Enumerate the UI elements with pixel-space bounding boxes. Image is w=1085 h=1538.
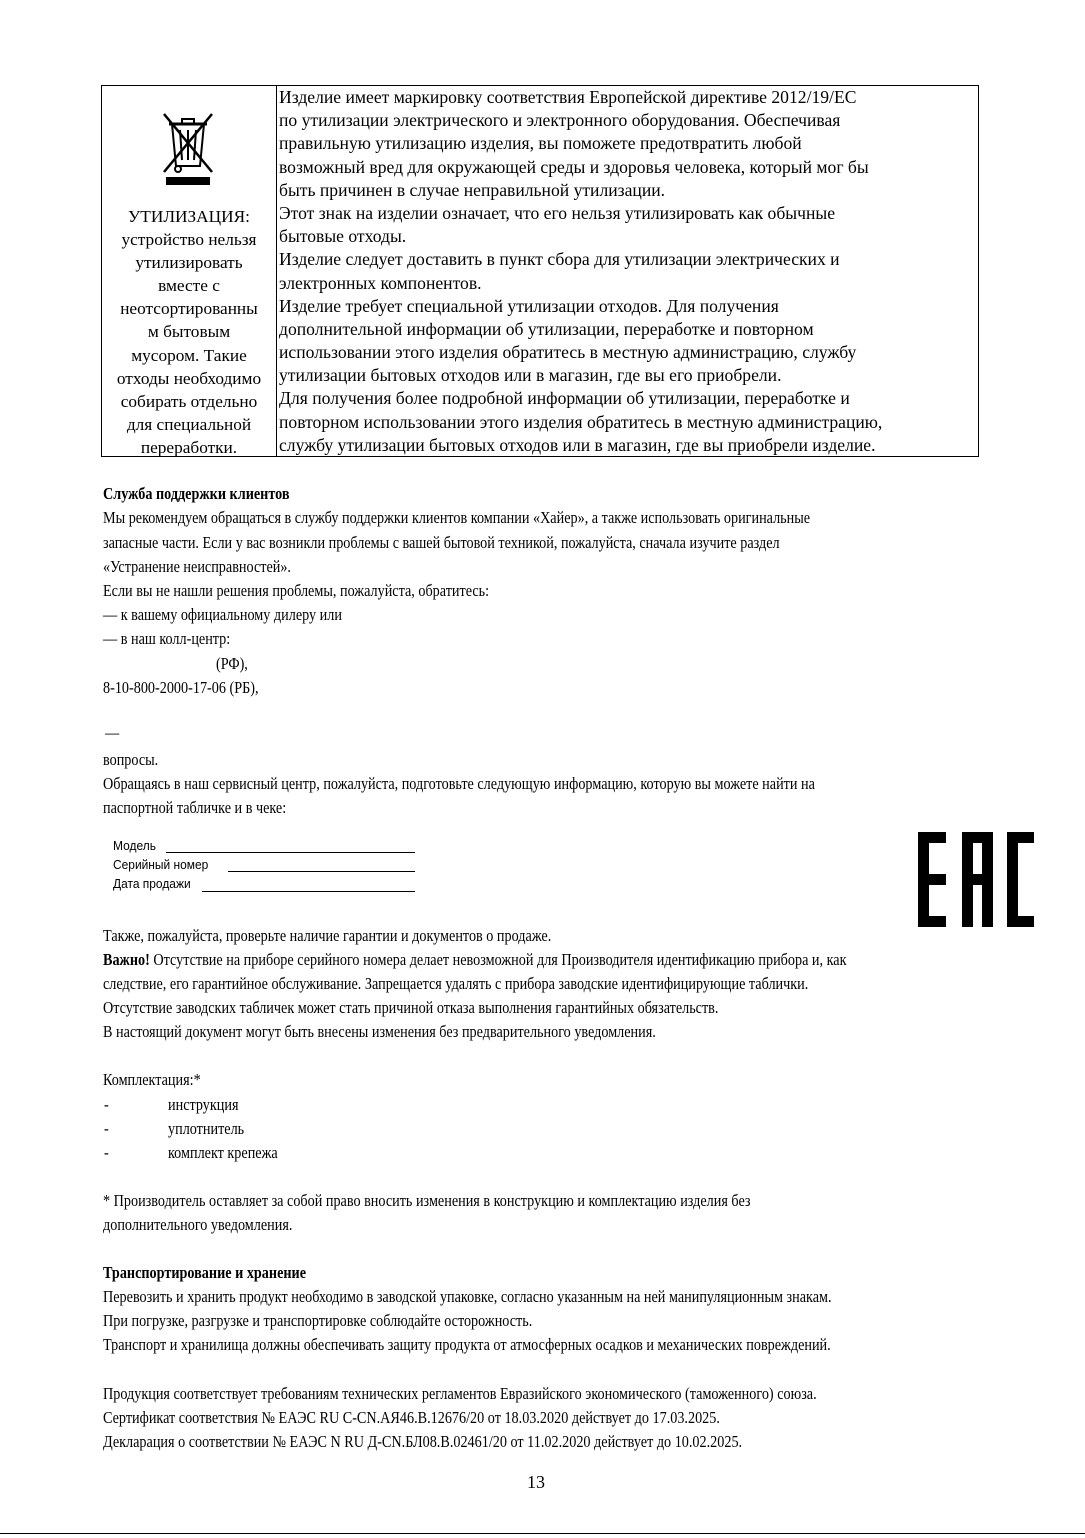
support-heading: Служба поддержки клиентов	[103, 484, 290, 503]
disposal-right-line: правильную утилизацию изделия, вы поможете предотвратить любой	[279, 133, 802, 154]
kit-bullet: -	[104, 1095, 109, 1114]
weee-crossed-bin-icon	[158, 106, 218, 188]
form-model-line	[166, 852, 415, 853]
kit-item: инструкция	[168, 1095, 239, 1114]
eac-mark-icon	[918, 832, 1034, 927]
support-phone-rb: 8-10-800-2000-17-06 (РБ),	[103, 678, 259, 697]
disposal-right-line: электронных компонентов.	[279, 272, 482, 293]
disposal-right-text	[279, 86, 979, 457]
disposal-right-line: возможный вред для окружающей среды и здоровья человека, который мог бы	[279, 156, 869, 177]
kit-item: уплотнитель	[168, 1119, 245, 1138]
compliance-line: Сертификат соответствия № ЕАЭС RU C-CN.АЯ46.В.12676/20 от 18.03.2020 действует до 17.03.2025.	[103, 1408, 720, 1427]
support-paragraph-line: «Устранение неисправностей».	[103, 557, 291, 576]
form-date-line	[202, 891, 415, 892]
disposal-left-line: собирать отдельно	[120, 391, 258, 411]
support-dash: —	[105, 723, 120, 742]
disposal-right-line: Этот знак на изделии означает, что его нельзя утилизировать как обычные	[279, 202, 836, 223]
disposal-right-line: бытовые отходы.	[279, 226, 407, 247]
support-paragraph-line: Обращаясь в наш сервисный центр, пожалуйста, подготовьте следующую информацию, которую вы можете найти на	[103, 774, 815, 793]
transport-line: Перевозить и хранить продукт необходимо в заводской упаковке, согласно указанным на ней манипуляционным знакам.	[103, 1287, 832, 1306]
disposal-right-line: Изделие имеет маркировку соответствия Европейской директиве 2012/19/ЕС	[279, 87, 857, 107]
disposal-right-line: использовании этого изделия обратитесь в местную администрацию, службу	[279, 342, 857, 363]
support-contact-intro: Если вы не нашли решения проблемы, пожалуйста, обратитесь:	[103, 581, 490, 600]
disposal-left-text	[102, 205, 276, 459]
support-questions: вопросы.	[103, 750, 159, 769]
disposal-left-line: вместе с	[158, 276, 220, 296]
kit-heading: Комплектация:*	[103, 1070, 201, 1089]
disposal-left-line: для специальной	[126, 414, 252, 434]
transport-heading: Транспортирование и хранение	[103, 1263, 307, 1282]
transport-line: Транспорт и хранилища должны обеспечивать защиту продукта от атмосферных осадков и механических повреждений.	[103, 1335, 831, 1354]
kit-note-line: дополнительного уведомления.	[103, 1215, 293, 1234]
compliance-line: Продукция соответствует требованиям технических регламентов Евразийского экономического (таможенного) союза.	[103, 1384, 817, 1403]
support-paragraph-line: паспортной табличке и в чеке:	[103, 798, 287, 817]
warranty-check: Также, пожалуйста, проверьте наличие гарантии и документов о продаже.	[103, 926, 552, 945]
form-serial-label: Серийный номер	[113, 857, 209, 872]
disposal-right-line: утилизации бытовых отходов или в магазин, где вы его приобрели.	[279, 365, 782, 386]
warranty-line: В настоящий документ могут быть внесены изменения без предварительного уведомления.	[103, 1022, 656, 1041]
page-number: 13	[527, 1472, 545, 1492]
warranty-line: следствие, его гарантийное обслуживание. Запрещается удалять с прибора заводские идентифицирующие таблички.	[103, 974, 809, 993]
disposal-right-line: службу утилизации бытовых отходов или в магазин, где вы приобрели изделие.	[279, 434, 876, 455]
support-paragraph-line: запасные части. Если у вас возникли проблемы с вашей бытовой техникой, пожалуйста, сначала изучите раздел	[103, 533, 780, 552]
disposal-right-line: по утилизации электрического и электронного оборудования. Обеспечивая	[279, 110, 841, 131]
transport-line: При погрузке, разгрузке и транспортировке соблюдайте осторожность.	[103, 1311, 533, 1330]
disposal-left-line: неотсортированны	[120, 299, 258, 319]
disposal-right-line: дополнительной информации об утилизации, переработке и повторном	[279, 318, 814, 339]
important-text: Отсутствие на приборе серийного номера делает невозможной для Производителя идентификацию прибора и, как	[149, 950, 847, 969]
disposal-left-line: переработки.	[140, 437, 238, 457]
compliance-line: Декларация о соответствии № ЕАЭС N RU Д-CN.БЛ08.В.02461/20 от 11.02.2020 действует до 10.02.2025.	[103, 1432, 743, 1451]
form-date-label: Дата продажи	[113, 876, 191, 891]
table-divider	[276, 86, 277, 456]
support-dealer: — к вашему официальному дилеру или	[103, 605, 342, 624]
kit-note-line: * Производитель оставляет за собой право вносить изменения в конструкцию и комплектацию изделия без	[103, 1191, 751, 1210]
disposal-right-line: повторном использовании этого изделия обратитесь в местную администрацию,	[279, 411, 883, 432]
disposal-left-line: утилизировать	[135, 253, 243, 273]
disposal-left-line: УТИЛИЗАЦИЯ:	[128, 207, 250, 226]
form-model-label: Модель	[113, 838, 156, 853]
disposal-left-line: отходы необходимо	[116, 368, 262, 388]
important-label: Важно!	[103, 950, 150, 969]
support-phone-rf: (РФ),	[216, 654, 248, 673]
disposal-left-line: мусором. Такие	[131, 345, 247, 365]
support-paragraph-line: Мы рекомендуем обращаться в службу поддержки клиентов компании «Хайер», а также использовать оригинальные	[103, 508, 811, 527]
support-callcenter: — в наш колл-центр:	[103, 629, 231, 648]
bottom-rule	[0, 1533, 1085, 1534]
disposal-left-line: м бытовым	[147, 322, 231, 342]
kit-item: комплект крепежа	[168, 1143, 278, 1162]
disposal-left-line: устройство нельзя	[121, 230, 257, 250]
kit-bullet: -	[104, 1143, 109, 1162]
disposal-right-line: Изделие требует специальной утилизации отходов. Для получения	[279, 295, 779, 316]
form-serial-line	[228, 871, 415, 872]
warranty-important	[103, 950, 846, 970]
disposal-right-line: Изделие следует доставить в пункт сбора для утилизации электрических и	[279, 249, 840, 270]
warranty-line: Отсутствие заводских табличек может стать причиной отказа выполнения гарантийных обязательств.	[103, 998, 719, 1017]
disposal-right-line: быть причинен в случае неправильной утилизации.	[279, 179, 666, 200]
disposal-left-cell	[102, 86, 276, 456]
disposal-right-line: Для получения более подробной информации об утилизации, переработке и	[279, 388, 850, 409]
disposal-table	[101, 85, 979, 457]
kit-bullet: -	[104, 1119, 109, 1138]
